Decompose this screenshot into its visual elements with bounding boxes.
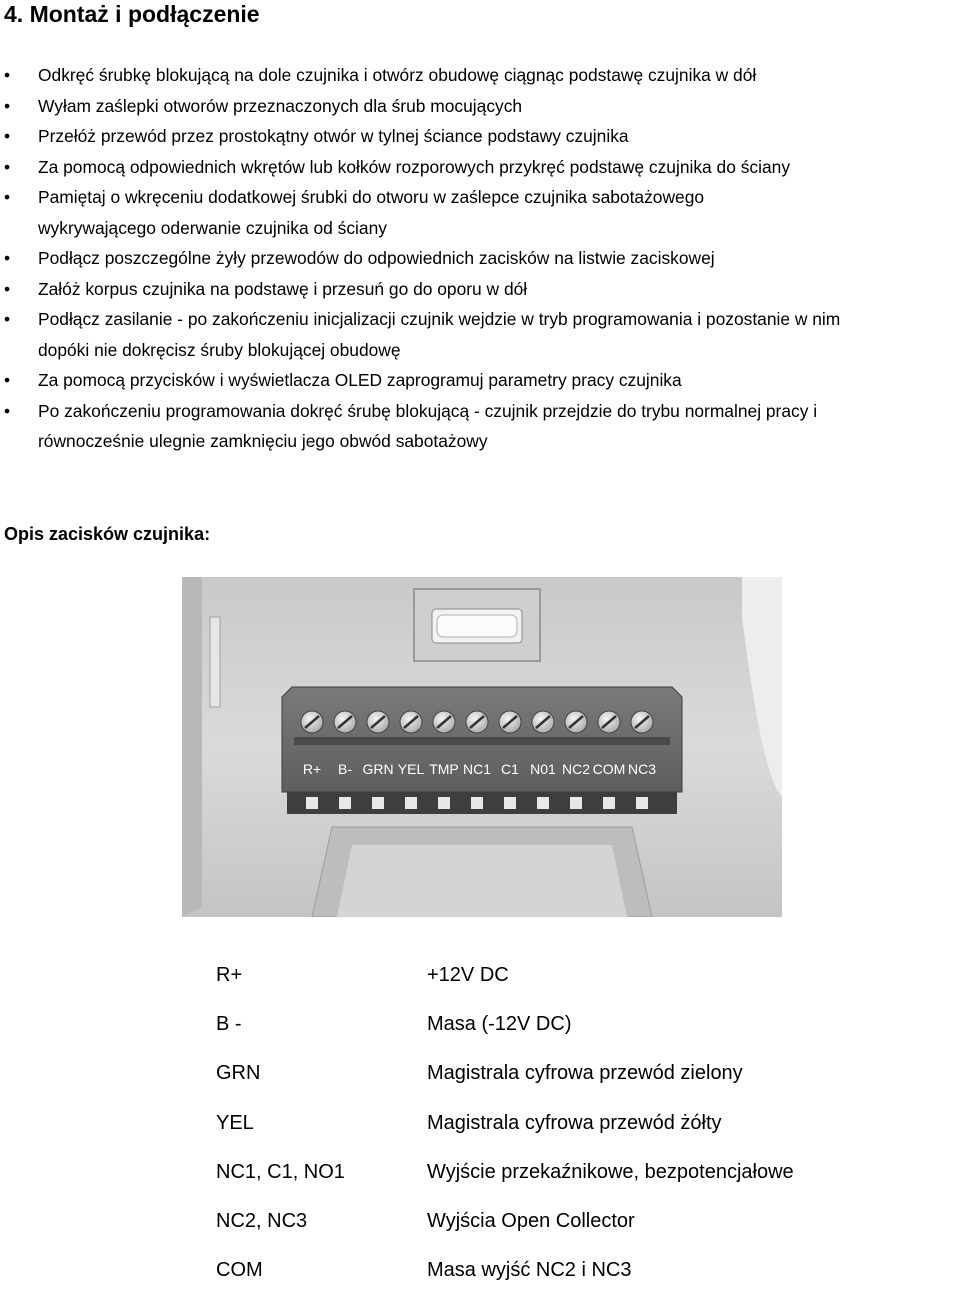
screw-icon [334, 711, 356, 733]
step-item: • Wyłam zaślepki otworów przeznaczonych dla śrub mocujących [0, 91, 960, 122]
terminal-row [0, 1253, 960, 1302]
terminal-description: Masa wyjść NC2 i NC3 [427, 1259, 632, 1282]
step-line: równocześnie ulegnie zamknięciu jego obwód sabotażowy [38, 431, 488, 451]
terminal-row [0, 1007, 960, 1056]
step-item: • Podłącz poszczególne żyły przewodów do odpowiednich zacisków na listwie zaciskowej [0, 243, 960, 274]
installation-steps-list [0, 60, 960, 457]
terminal-description: Magistrala cyfrowa przewód zielony [427, 1062, 743, 1085]
terminal-code: GRN [216, 1062, 261, 1085]
step-item [0, 396, 960, 457]
screw-icon [499, 711, 521, 733]
strip-label: TMP [429, 761, 459, 777]
tamper-switch-cap [437, 615, 517, 637]
step-item: • Za pomocą przycisków i wyświetlacza OLED zaprogramuj parametry pracy czujnika [0, 365, 960, 396]
step-line: • Pamiętaj o wkręceniu dodatkowej śrubki do otworu w zaślepce czujnika sabotażowego [38, 187, 705, 207]
screw-icon [631, 711, 653, 733]
terminal-row [0, 1155, 960, 1204]
step-line: wykrywającego oderwanie czujnika od ściany [38, 217, 387, 238]
terminal-code: R+ [216, 964, 243, 986]
terminals-heading: Opis zacisków czujnika: [4, 524, 211, 544]
terminal-code: NC1, C1, NO1 [216, 1160, 345, 1183]
terminal-code: NC2, NC3 [216, 1209, 308, 1232]
screw-icon [433, 711, 455, 733]
terminal-block-photo [182, 577, 782, 917]
screw-icon [301, 711, 323, 733]
step-line: • Po zakończeniu programowania dokręć śrubę blokującą - czujnik przejdzie do trybu normalnej pracy i [38, 400, 818, 421]
strip-label: COM [592, 761, 626, 777]
strip-label: N01 [530, 761, 556, 777]
step-line: • Podłącz zasilanie - po zakończeniu inicjalizacji czujnik wejdzie w tryb programowania i pozostanie w nim [38, 309, 841, 329]
screw-icon [565, 711, 587, 733]
terminal-row [0, 1106, 960, 1155]
strip-label: NC2 [561, 761, 591, 777]
terminal-description: +12V DC [427, 964, 509, 986]
terminal-ridge [294, 737, 670, 745]
screw-icon [532, 711, 554, 733]
step-item: • Załóż korpus czujnika na podstawę i przesuń go do oporu w dół [0, 274, 960, 305]
terminal-row [0, 1204, 960, 1253]
screw-icon [598, 711, 620, 733]
terminal-row [0, 958, 960, 1007]
strip-label: C1 [501, 761, 519, 777]
step-item: • Za pomocą odpowiednich wkrętów lub kołków rozporowych przykręć podstawę czujnika do ściany [0, 152, 960, 183]
enclosure-rib [210, 617, 220, 707]
terminal-code: YEL [216, 1111, 254, 1134]
terminals-table [0, 958, 960, 1302]
strip-label: B- [338, 761, 352, 777]
step-item [0, 182, 960, 243]
strip-label: NC1 [462, 761, 492, 777]
step-line: dopóki nie dokręcisz śruby blokującej obudowę [38, 339, 401, 360]
section-heading: 4. Montaż i podłączenie [4, 1, 260, 27]
terminal-code: COM [216, 1259, 263, 1282]
step-item: • Odkręć śrubkę blokującą na dole czujnika i otwórz obudowę ciągnąc podstawę czujnika w dół [0, 60, 960, 91]
terminal-description: Wyjścia Open Collector [427, 1209, 635, 1232]
step-item [0, 304, 960, 365]
terminal-code: B - [216, 1013, 242, 1036]
screw-icon [367, 711, 389, 733]
terminal-description: Masa (-12V DC) [427, 1013, 572, 1036]
strip-label: GRN [362, 761, 394, 777]
terminal-description: Magistrala cyfrowa przewód żółty [427, 1111, 722, 1134]
enclosure-left-wall [182, 577, 202, 917]
strip-label: R+ [302, 761, 322, 777]
strip-label: YEL [397, 761, 425, 777]
terminal-row [0, 1056, 960, 1105]
terminal-description: Wyjście przekaźnikowe, bezpotencjałowe [427, 1160, 794, 1183]
screw-icon [400, 711, 422, 733]
strip-label: NC3 [627, 761, 657, 777]
cable-opening [337, 845, 627, 917]
screw-icon [466, 711, 488, 733]
step-item: • Przełóż przewód przez prostokątny otwór w tylnej ściance podstawy czujnika [0, 121, 960, 152]
